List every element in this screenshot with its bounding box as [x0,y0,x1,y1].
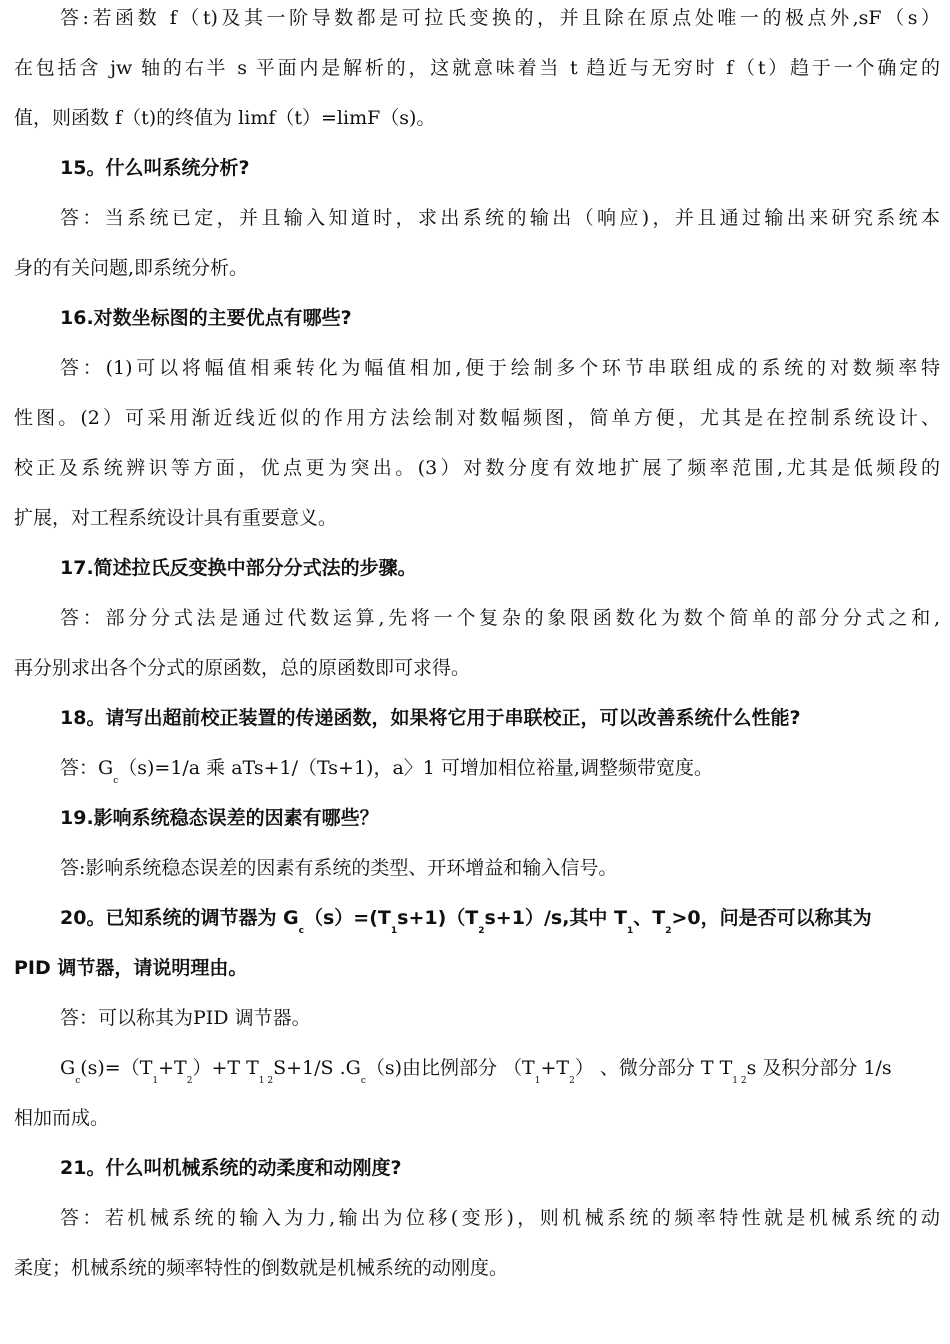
answer-16-line-3: 校正及系统辨识等方面，优点更为突出。(3）对数分度有效地扩展了频率范围,尤其是低频段的 [14,457,940,479]
answer-17-line-2: 再分别求出各个分式的原函数，总的原函数即可求得。 [14,657,471,679]
q20-text-3: s+1)（T [397,907,479,929]
question-20-line-1 [60,906,940,936]
a20-sub-3: 2 [186,1076,193,1086]
q20-text-6: >0，问是否可以称其为 [671,907,872,929]
q20-sub-3: 2 [478,926,485,936]
a20-text-8: ） 、微分部分 T T [574,1057,733,1079]
answer-15-line-2: 身的有关问题,即系统分析。 [14,257,249,279]
answer-21-line-1: 答：若机械系统的输入为力,输出为位移(变形)，则机械系统的频率特性就是机械系统的动 [60,1207,940,1229]
q20-sub-2: 1 [390,926,398,936]
answer-17-line-1: 答：部分分式法是通过代数运算,先将一个复杂的象限函数化为数个简单的部分分式之和, [60,607,940,629]
a20-text-4: ）+T T [192,1057,259,1079]
answer-14-line-3: 值，则函数 f（t)的终值为 limf（t）=limF（s)。 [14,107,436,129]
answer-16-line-2: 性图。(2）可采用渐近线近似的作用方法绘制对数幅频图，简单方便，尤其是在控制系统设计、 [14,407,940,429]
question-15: 15。什么叫系统分析? [60,157,250,179]
a20-sub-2: 1 [152,1076,159,1086]
question-19: 19.影响系统稳态误差的因素有哪些？ [60,807,379,829]
q20-sub-1: c [298,926,304,936]
answer-18-text-1: 答：G [60,757,114,779]
answer-20-line-1: 答：可以称其为PID 调节器。 [60,1007,311,1029]
a20-text-3: +T [158,1057,187,1079]
answer-19: 答:影响系统稳态误差的因素有系统的类型、开环增益和输入信号。 [60,857,618,879]
answer-18 [60,756,940,786]
answer-18-text-2: （s)=1/a 乘 aTs+1/（Ts+1)，a〉1 可增加相位裕量,调整频带宽度。 [118,757,713,779]
question-16: 16.对数坐标图的主要优点有哪些? [60,307,352,329]
a20-text-1: G [60,1057,76,1079]
answer-14-line-2: 在包括含 jw 轴的右半 s 平面内是解析的，这就意味着当 t 趋近与无穷时 f（t）趋于一个确定的 [14,57,940,79]
q20-text-4: s+1）/s,其中 T [484,907,627,929]
answer-20-line-3: 相加而成。 [14,1107,110,1129]
q20-sub-4: 1 [627,926,634,936]
question-21: 21。什么叫机械系统的动柔度和动刚度? [60,1157,402,1179]
a20-text-6: （s)由比例部分 （T [365,1057,535,1079]
q20-text-5: 、T [633,907,666,929]
a20-text-2: (s)=（T [80,1057,153,1079]
a20-sub-5: c [360,1076,366,1086]
a20-text-7: +T [540,1057,570,1079]
q20-sub-5: 2 [665,926,672,936]
a20-sub-8: 1 2 [732,1076,747,1086]
q20-text-1: 20。已知系统的调节器为 G [60,907,299,929]
q20-text-2: （s）=(T [304,907,391,929]
question-20-line-2: PID 调节器，请说明理由。 [14,957,248,979]
a20-sub-4: 1 2 [258,1076,274,1086]
answer-20-line-2 [60,1056,940,1086]
answer-15-line-1: 答：当系统已定，并且输入知道时，求出系统的输出（响应)，并且通过输出来研究系统本 [60,207,940,229]
a20-sub-6: 1 [534,1076,541,1086]
answer-16-line-1: 答：(1)可以将幅值相乘转化为幅值相加,便于绘制多个环节串联组成的系统的对数频率特 [60,357,940,379]
answer-14-line-1: 答:若函数 f（t)及其一阶导数都是可拉氏变换的，并且除在原点处唯一的极点外,sF（s） [60,7,940,29]
a20-sub-1: c [75,1076,81,1086]
a20-text-9: s 及积分部分 1/s [746,1057,892,1079]
answer-16-line-4: 扩展，对工程系统设计具有重要意义。 [14,507,338,529]
question-18: 18。请写出超前校正装置的传递函数，如果将它用于串联校正，可以改善系统什么性能? [60,707,801,729]
a20-sub-7: 2 [569,1076,575,1086]
answer-18-subscript: c [113,776,119,786]
answer-21-line-2: 柔度；机械系统的频率特性的倒数就是机械系统的动刚度。 [14,1257,509,1279]
question-17: 17.简述拉氏反变换中部分分式法的步骤。 [60,557,417,579]
a20-text-5: S+1/S .G [273,1057,361,1079]
